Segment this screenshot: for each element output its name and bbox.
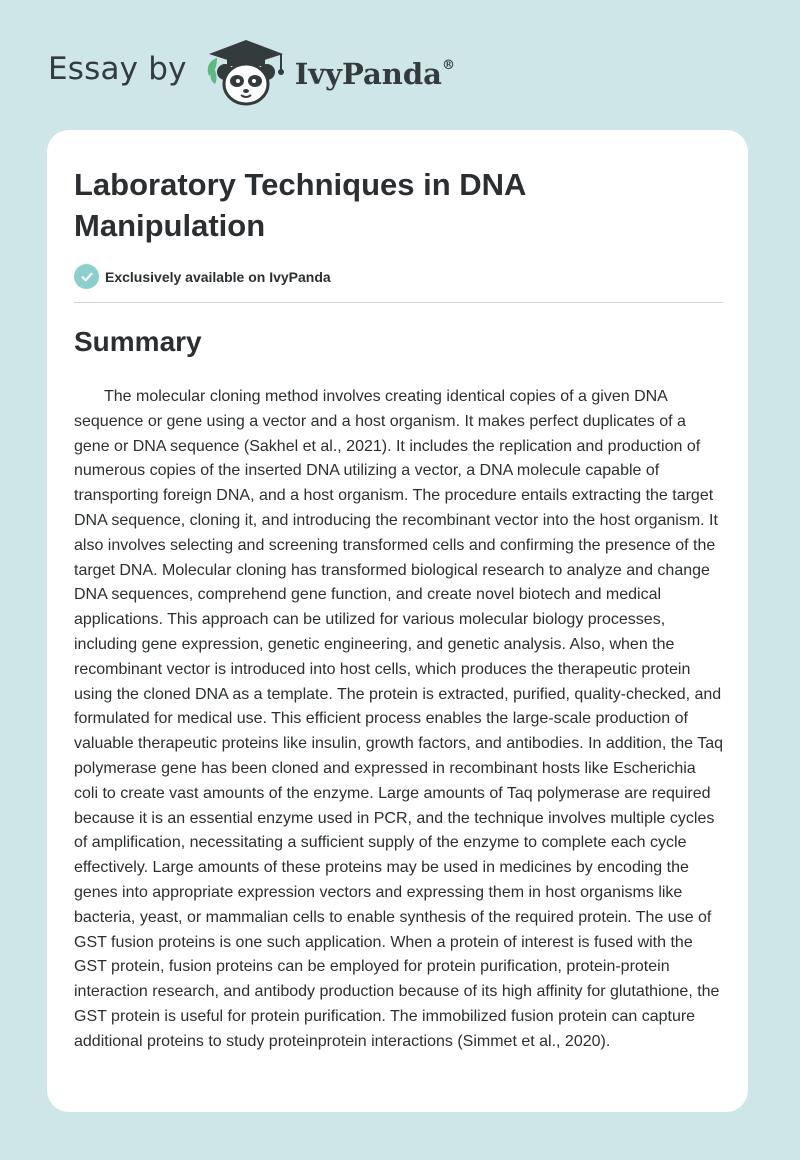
registered-mark: ® [441,58,455,74]
essay-title: Laboratory Techniques in DNA Manipulation [74,167,526,243]
brand-logo-text[interactable] [295,57,455,91]
panda-graduation-cap-icon[interactable] [203,36,289,108]
exclusive-badge-label: Exclusively available on IvyPanda [105,268,331,285]
divider [74,302,723,303]
summary-paragraph: The molecular cloning method involves creating identical copies of a given DNA sequence or gene using a vector and a host organism. It makes perfect duplicates of a gene or DNA sequence (Sakhel et al., 2021). It includes the replication and production of numerous copies of the inserted DNA utilizing a vector, a DNA molecule capable of transporting foreign DNA, and a host organism. The procedure entails extracting the target DNA sequence, cloning it, and introducing the recombinant vector into the host organism. It also involves selecting and screening transformed cells and confirming the presence of the target DNA. Molecular cloning has transformed biological research to analyze and change DNA sequences, comprehend gene function, and create novel biotech and medical applications. This approach can be utilized for various molecular biology processes, including gene expression, genetic engineering, and genetic analysis. Also, when the recombinant vector is introduced into host cells, which produces the therapeutic protein using the cloned DNA as a template. The protein is extracted, purified, quality-checked, and formulated for medical use. This efficient process enables the large-scale production of valuable therapeutic proteins like insulin, growth factors, and antibodies. In addition, the Taq polymerase gene has been cloned and expressed in recombinant hosts like Escherichia coli to create vast amounts of the enzyme. Large amounts of Taq polymerase are required because it is an essential enzyme used in PCR, and the technique involves multiple cycles of amplification, necessitating a sufficient supply of the enzyme to complete each cycle effectively. Large amounts of these proteins may be used in medicines by encoding the genes into appropriate expression vectors and expressing them in host organisms like bacteria, yeast, or mammalian cells to enable synthesis of the required protein. The use of GST fusion proteins is one such application. When a protein of interest is fused with the GST protein, fusion proteins can be employed for protein purification, protein-protein interaction research, and antibody production because of its high affinity for glutathione, the GST protein is useful for protein purification. The immobilized fusion protein can capture additional proteins to study proteinprotein interactions (Simmet et al., 2020). [74,388,723,1050]
site-header [48,36,455,108]
brand-name: IvyPanda [294,57,442,91]
exclusive-badge [74,264,331,289]
check-circle-icon [74,264,99,289]
essay-card [47,130,748,1112]
summary-heading: Summary [74,326,202,357]
essay-by-label: Essay by [48,51,187,87]
